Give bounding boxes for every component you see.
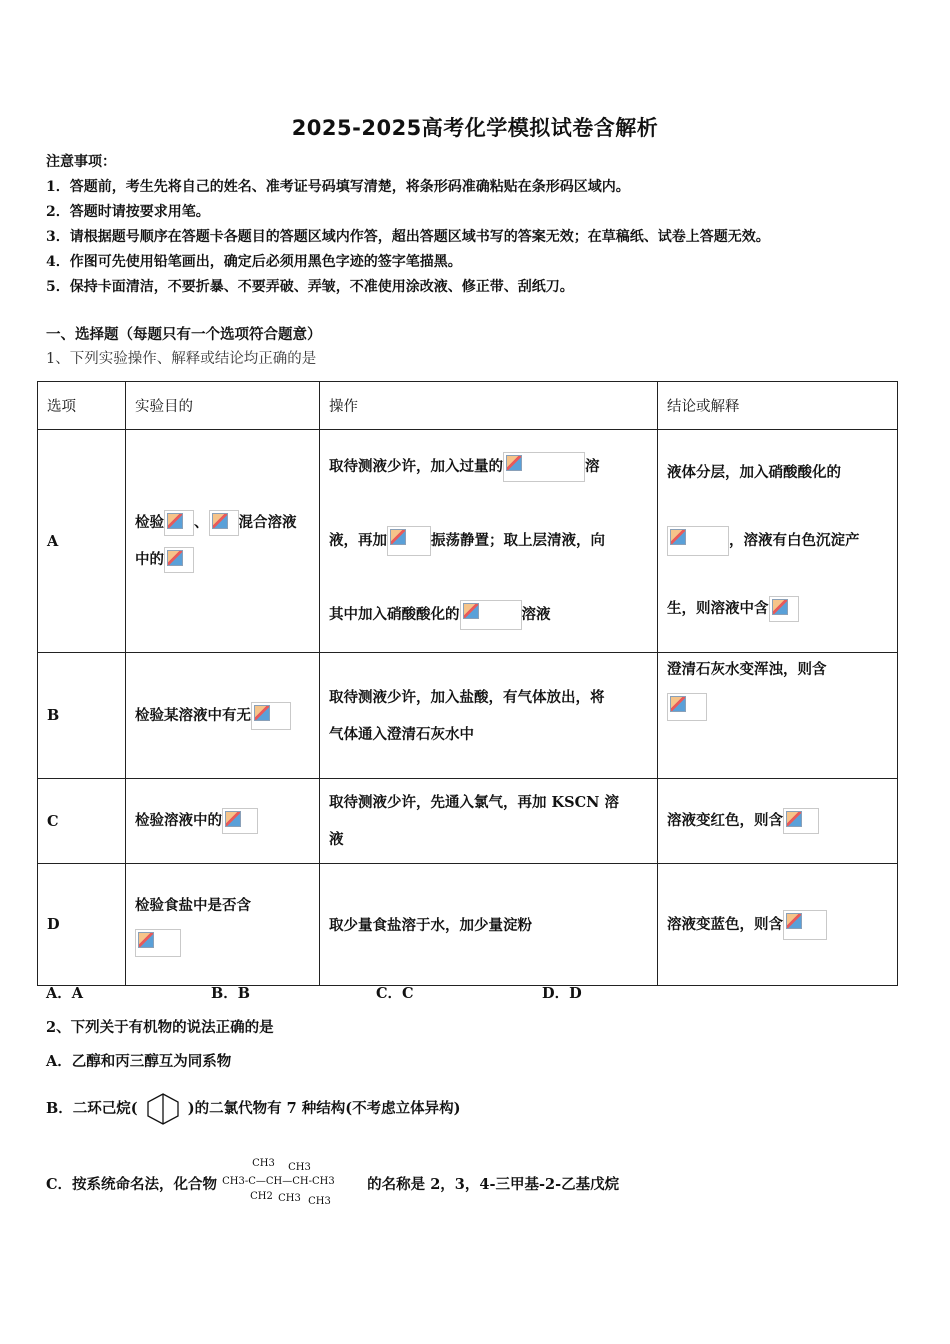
table-row — [38, 653, 898, 779]
note-item: 5．保持卡面清洁，不要折暴、不要弄破、弄皱，不准使用涂改液、修正带、刮纸刀。 — [46, 279, 574, 295]
broken-image-icon — [463, 603, 479, 619]
conclusion-cell — [658, 430, 898, 653]
header-conclusion: 结论或解释 — [658, 382, 898, 430]
formula-image — [209, 510, 239, 536]
broken-image-icon — [212, 513, 228, 529]
operation-cell — [320, 779, 658, 864]
operation-text: 液 — [329, 831, 344, 848]
page-title: 2025-2025高考化学模拟试卷含解析 — [291, 116, 659, 140]
conclusion-text: 澄清石灰水变浑浊，则含 — [667, 661, 827, 678]
formula-group: CH3 — [252, 1158, 275, 1169]
operation-text: 其中加入硝酸酸化的 — [329, 606, 460, 623]
conclusion-cell — [658, 864, 898, 986]
note-item: 4．作图可先使用铅笔画出，确定后必须用黑色字迹的签字笔描黑。 — [46, 254, 462, 270]
row-label: C — [38, 779, 126, 864]
operation-text: 振荡静置；取上层清液，向 — [431, 532, 605, 549]
conclusion-text: ，溶液有白色沉淀产 — [729, 532, 860, 549]
notes-heading: 注意事项： — [46, 154, 116, 170]
formula-group: CH2 — [250, 1191, 273, 1202]
purpose-text: 检验某溶液中有无 — [135, 706, 251, 724]
formula-main-chain: CH3-C—CH—CH-CH3 — [222, 1176, 335, 1187]
formula-image — [783, 808, 819, 834]
formula-image — [251, 702, 291, 730]
formula-image — [222, 808, 258, 834]
operation-cell — [320, 864, 658, 986]
q2-option-b[interactable] — [46, 1092, 461, 1124]
broken-image-icon — [167, 550, 183, 566]
operation-text: 取待测液少许，加入盐酸，有气体放出，将 — [329, 688, 605, 706]
question-2-stem: 2、下列关于有机物的说法正确的是 — [46, 1019, 274, 1036]
row-label: A — [38, 430, 126, 653]
operation-text: 溶 — [585, 458, 600, 475]
purpose-text: 检验溶液中的 — [135, 812, 222, 829]
conclusion-text: 溶液变红色，则含 — [667, 812, 783, 829]
formula-image — [783, 910, 827, 940]
formula-image — [769, 596, 799, 622]
option-b[interactable]: B．B — [211, 985, 251, 1002]
bicyclohexane-structure-icon — [143, 1092, 183, 1126]
operation-text: 溶液 — [521, 606, 551, 623]
note-item: 3．请根据题号顺序在答题卡各题目的答题区域内作答，超出答题区域书写的答案无效；在草稿纸、试卷上答题无效。 — [46, 229, 770, 245]
header-purpose: 实验目的 — [126, 382, 320, 430]
header-option: 选项 — [38, 382, 126, 430]
option-a[interactable]: A．A — [46, 985, 84, 1002]
broken-image-icon — [670, 696, 686, 712]
option-c[interactable]: C．C — [376, 985, 414, 1002]
operation-text: 取待测液少许，加入过量的 — [329, 458, 503, 475]
broken-image-icon — [225, 811, 241, 827]
question-1-stem: 1、下列实验操作、解释或结论均正确的是 — [46, 351, 317, 367]
formula-image — [460, 600, 522, 630]
formula-group: CH3 — [288, 1162, 311, 1173]
q2-c-text: 的名称是 2，3，4-三甲基-2-乙基戊烷 — [367, 1176, 620, 1193]
operation-cell — [320, 653, 658, 779]
operation-text: 取少量食盐溶于水，加少量淀粉 — [329, 917, 532, 934]
note-item: 1．答题前，考生先将自己的姓名、准考证号码填写清楚，将条形码准确粘贴在条形码区域内。 — [46, 179, 630, 195]
purpose-text: 检验食盐中是否含 — [135, 896, 251, 914]
broken-image-icon — [506, 455, 522, 471]
operation-cell — [320, 430, 658, 653]
formula-group: CH3 — [278, 1193, 301, 1204]
structural-formula — [222, 1152, 362, 1207]
notes-block — [46, 150, 926, 300]
operation-text: 气体通入澄清石灰水中 — [329, 725, 474, 743]
header-operation: 操作 — [320, 382, 658, 430]
formula-image — [135, 929, 181, 957]
broken-image-icon — [772, 599, 788, 615]
row-label: D — [38, 864, 126, 986]
formula-image — [164, 510, 194, 536]
formula-image — [667, 693, 707, 721]
note-item: 2．答题时请按要求用笔。 — [46, 204, 210, 220]
broken-image-icon — [138, 932, 154, 948]
purpose-text: 、 — [194, 514, 209, 531]
broken-image-icon — [786, 811, 802, 827]
q2-option-c[interactable] — [46, 1158, 620, 1207]
purpose-text: 中的 — [135, 551, 164, 568]
purpose-text: 混合溶液 — [238, 514, 297, 531]
table-row — [38, 779, 898, 864]
q2-b-text: B．二环己烷( — [46, 1100, 138, 1117]
table-header-row — [38, 382, 898, 430]
broken-image-icon — [390, 529, 406, 545]
purpose-cell — [126, 779, 320, 864]
q2-b-text: )的二氯代物有 7 种结构(不考虑立体异构) — [187, 1100, 461, 1117]
conclusion-text: 生，则溶液中含 — [667, 600, 769, 617]
formula-image — [503, 452, 585, 482]
operation-text: 液，再加 — [329, 532, 387, 549]
formula-group: CH3 — [308, 1196, 331, 1207]
row-label: B — [38, 653, 126, 779]
broken-image-icon — [786, 913, 802, 929]
purpose-cell — [126, 653, 320, 779]
purpose-cell — [126, 430, 320, 653]
conclusion-text: 溶液变蓝色，则含 — [667, 915, 783, 933]
formula-image — [667, 526, 729, 556]
q2-c-text: C．按系统命名法，化合物 — [46, 1176, 218, 1193]
section-title: 一、选择题（每题只有一个选项符合题意） — [46, 326, 322, 343]
option-d[interactable]: D．D — [542, 985, 582, 1002]
operation-text: 取待测液少许，先通入氯气，再加 KSCN 溶 — [329, 794, 619, 811]
conclusion-cell — [658, 779, 898, 864]
purpose-text: 检验 — [135, 514, 164, 531]
table-row — [38, 430, 898, 653]
formula-image — [387, 526, 431, 556]
broken-image-icon — [167, 513, 183, 529]
conclusion-cell — [658, 653, 898, 779]
question-1-table — [37, 381, 898, 986]
table-row — [38, 864, 898, 986]
purpose-cell — [126, 864, 320, 986]
conclusion-text: 液体分层，加入硝酸酸化的 — [667, 464, 841, 481]
formula-image — [164, 547, 194, 573]
q2-option-a[interactable]: A．乙醇和丙三醇互为同系物 — [46, 1053, 232, 1070]
broken-image-icon — [670, 529, 686, 545]
broken-image-icon — [254, 705, 270, 721]
